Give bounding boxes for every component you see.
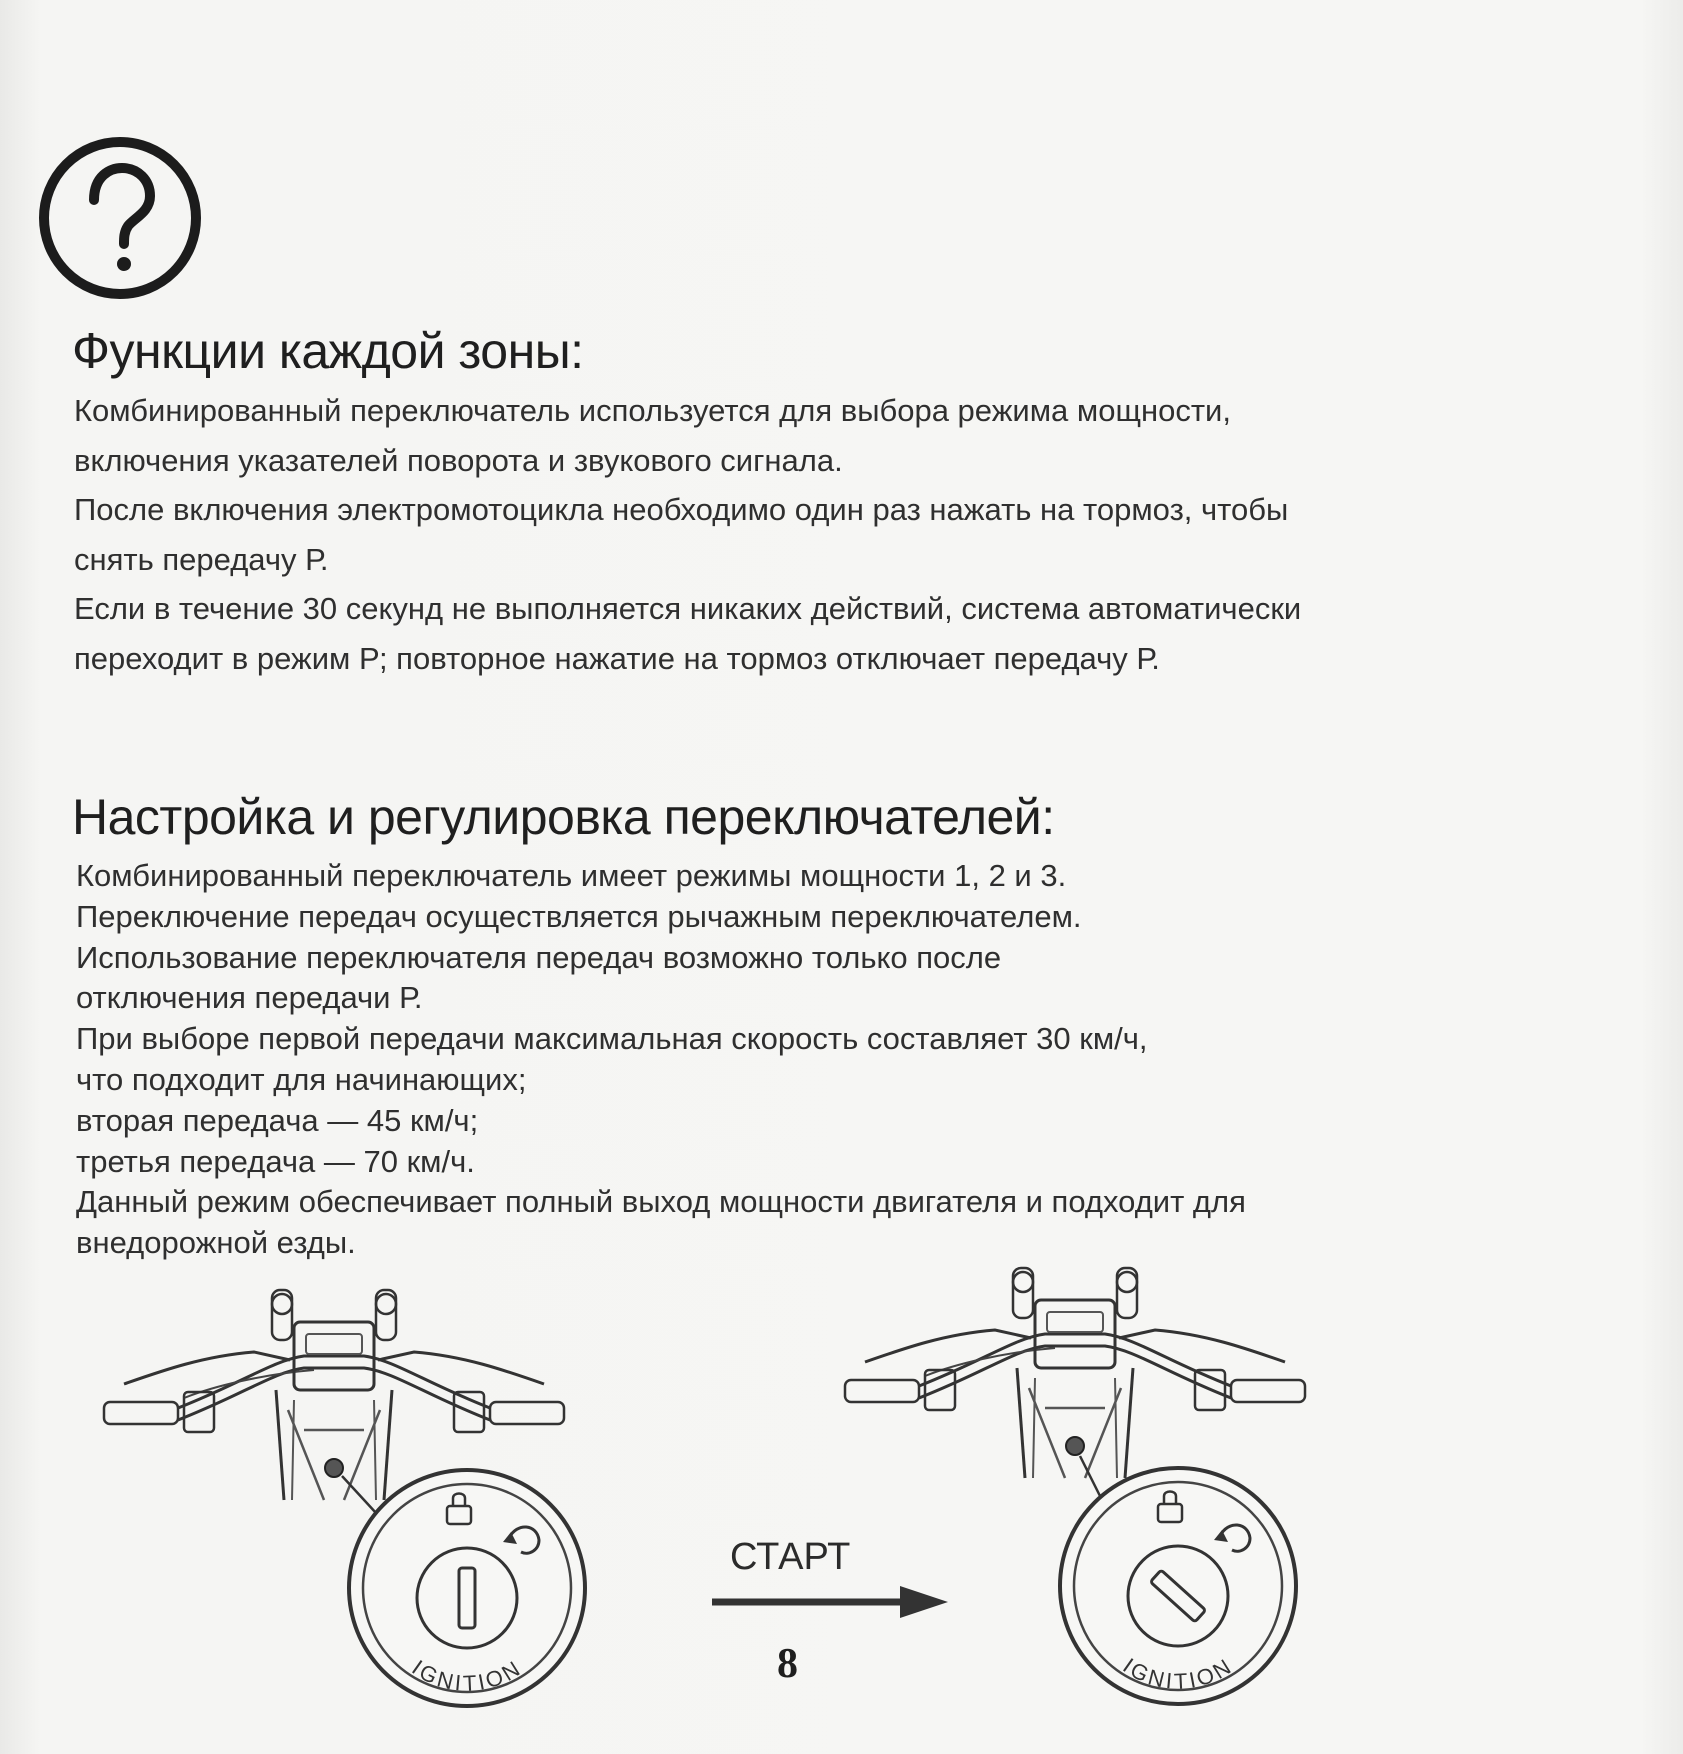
text-line: Данный режим обеспечивает полный выход мощности двигателя и подходит для xyxy=(76,1184,1246,1220)
text-line: что подходит для начинающих; xyxy=(76,1061,527,1097)
text-line: При выборе первой передачи максимальная скорость составляет 30 км/ч, xyxy=(76,1021,1148,1057)
text-line: вторая передача — 45 км/ч; xyxy=(76,1102,479,1138)
section-title-zone-functions: Функции каждой зоны: xyxy=(72,323,584,379)
text-line: Переключение передач осуществляется рычажным переключателем. xyxy=(76,898,1082,934)
page-number: 8 xyxy=(777,1641,798,1687)
text-line: После включения электромотоцикла необходимо один раз нажать на тормоз, чтобы xyxy=(74,492,1289,527)
zone-functions-text xyxy=(74,386,1634,683)
text-line: внедорожной езды. xyxy=(76,1225,356,1261)
text-line: Использование переключателя передач возможно только после xyxy=(76,939,1002,975)
ignition-illustration xyxy=(0,1240,1683,1710)
text-line: третья передача — 70 км/ч. xyxy=(76,1143,475,1179)
text-line: включения указателей поворота и звукового сигнала. xyxy=(74,442,843,478)
section-title-switch-settings: Настройка и регулировка переключателей: xyxy=(72,789,1055,845)
text-line: снять передачу Р. xyxy=(74,541,329,577)
text-line: переходит в режим Р; повторное нажатие на тормоз отключает передачу Р. xyxy=(74,640,1160,676)
text-line: Комбинированный переключатель используется для выбора режима мощности, xyxy=(74,393,1231,428)
ignition-label-left: IGNITION xyxy=(407,1654,527,1697)
text-line: отключения передачи Р. xyxy=(76,980,423,1016)
start-label: СТАРТ xyxy=(730,1536,851,1578)
ignition-label-right: IGNITION xyxy=(1118,1652,1238,1695)
text-line: Комбинированный переключатель имеет режимы мощности 1, 2 и 3. xyxy=(76,858,1067,893)
right-arrow-icon xyxy=(712,1586,948,1618)
switch-settings-text xyxy=(76,856,1636,1264)
text-line: Если в течение 30 секунд не выполняется никаких действий, система автоматически xyxy=(74,591,1302,626)
question-circle-icon xyxy=(36,134,204,302)
